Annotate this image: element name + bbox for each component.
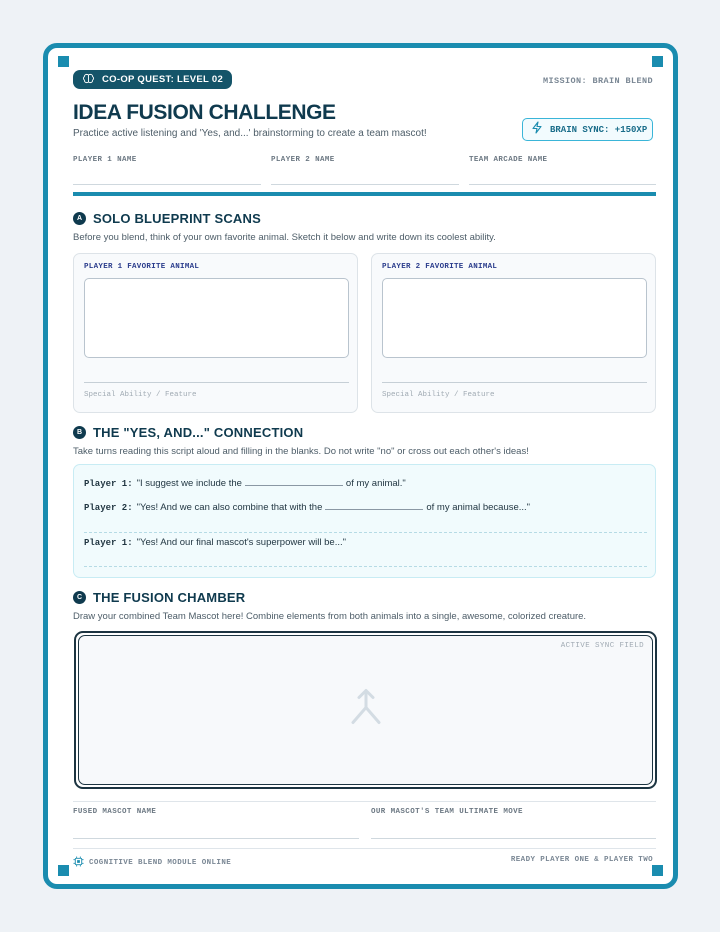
section-b-description: Take turns reading this script aloud and filling in the blanks. Do not write "no" or cross out each other's ideas! (73, 446, 529, 457)
footer-status (73, 854, 231, 872)
script-text: "I suggest we include the (136, 478, 242, 489)
team-arcade-name-field[interactable] (469, 184, 656, 185)
script-box (73, 464, 656, 578)
superpower-answer-line[interactable] (84, 566, 647, 567)
section-a-heading (73, 211, 261, 226)
corner-marker (58, 56, 69, 67)
fused-mascot-name-field[interactable] (73, 838, 359, 839)
mission-label: MISSION: BRAIN BLEND (542, 76, 653, 86)
player-2-animal-label: PLAYER 2 FAVORITE ANIMAL (382, 263, 498, 271)
footer-status-text: COGNITIVE BLEND MODULE ONLINE (89, 859, 232, 867)
player-2-sketch-box[interactable] (382, 278, 647, 358)
player-2-name-field[interactable] (271, 184, 459, 185)
page-subtitle: Practice active listening and 'Yes, and...' brainstorming to create a team mascot! (73, 128, 427, 139)
script-line (84, 478, 406, 489)
section-a-title: SOLO BLUEPRINT SCANS (93, 211, 261, 226)
script-blank[interactable] (245, 485, 343, 486)
player-1-sketch-box[interactable] (84, 278, 349, 358)
brain-sync-badge (522, 118, 653, 141)
section-c-title: THE FUSION CHAMBER (93, 590, 246, 605)
player-1-animal-label: PLAYER 1 FAVORITE ANIMAL (84, 263, 200, 271)
player-2-animal-card (371, 253, 656, 413)
script-speaker: Player 2: (84, 503, 133, 513)
player-2-name-label: PLAYER 2 NAME (271, 156, 335, 164)
section-b-badge: B (73, 426, 86, 439)
corner-marker (58, 865, 69, 876)
script-speaker: Player 1: (84, 479, 133, 489)
active-sync-field-label: ACTIVE SYNC FIELD (560, 642, 644, 650)
script-text: "Yes! And we can also combine that with the (136, 502, 323, 513)
section-c-badge: C (73, 591, 86, 604)
footer-divider (73, 848, 656, 849)
script-text: "Yes! And our final mascot's superpower will be..." (136, 537, 347, 548)
level-badge-text: CO-OP QUEST: LEVEL 02 (102, 74, 224, 85)
header-divider (73, 192, 656, 196)
ultimate-move-label: OUR MASCOT'S TEAM ULTIMATE MOVE (371, 808, 523, 816)
script-line (84, 502, 530, 513)
level-badge (73, 70, 232, 89)
ultimate-move-field[interactable] (371, 838, 656, 839)
merge-arrows-icon (348, 688, 384, 733)
section-c-heading (73, 590, 245, 605)
corner-marker (652, 865, 663, 876)
section-c-description: Draw your combined Team Mascot here! Combine elements from both animals into a single, awesome, colorized creature. (73, 611, 587, 622)
chip-icon (73, 854, 84, 872)
fusion-chamber[interactable] (74, 631, 657, 789)
script-divider (84, 532, 647, 533)
footer-ready-text: READY PLAYER ONE & PLAYER TWO (510, 856, 653, 864)
fusion-chamber-canvas[interactable] (78, 635, 653, 785)
script-line (84, 537, 346, 548)
script-blank[interactable] (325, 509, 423, 510)
player-1-ability-field[interactable] (84, 382, 349, 383)
script-text: of my animal because..." (426, 502, 531, 513)
player-1-animal-card (73, 253, 358, 413)
section-a-badge: A (73, 212, 86, 225)
lightning-icon (531, 121, 543, 139)
player-2-ability-field[interactable] (382, 382, 647, 383)
corner-marker (652, 56, 663, 67)
script-speaker: Player 1: (84, 538, 133, 548)
bottom-fields-divider (73, 801, 656, 802)
player-1-name-label: PLAYER 1 NAME (73, 156, 137, 164)
section-b-title: THE "YES, AND..." CONNECTION (93, 425, 304, 440)
player-1-ability-label: Special Ability / Feature (84, 391, 197, 399)
section-b-heading (73, 425, 303, 440)
player-2-ability-label: Special Ability / Feature (382, 391, 495, 399)
team-arcade-name-label: TEAM ARCADE NAME (469, 156, 548, 164)
brain-icon (83, 71, 94, 89)
script-text: of my animal." (345, 478, 406, 489)
brain-sync-text: BRAIN SYNC: +150XP (550, 124, 648, 135)
fused-mascot-name-label: FUSED MASCOT NAME (73, 808, 157, 816)
worksheet-frame (43, 43, 678, 889)
section-a-description: Before you blend, think of your own favorite animal. Sketch it below and write down its coolest ability. (73, 232, 496, 243)
player-1-name-field[interactable] (73, 184, 261, 185)
page-title: IDEA FUSION CHALLENGE (73, 101, 336, 124)
